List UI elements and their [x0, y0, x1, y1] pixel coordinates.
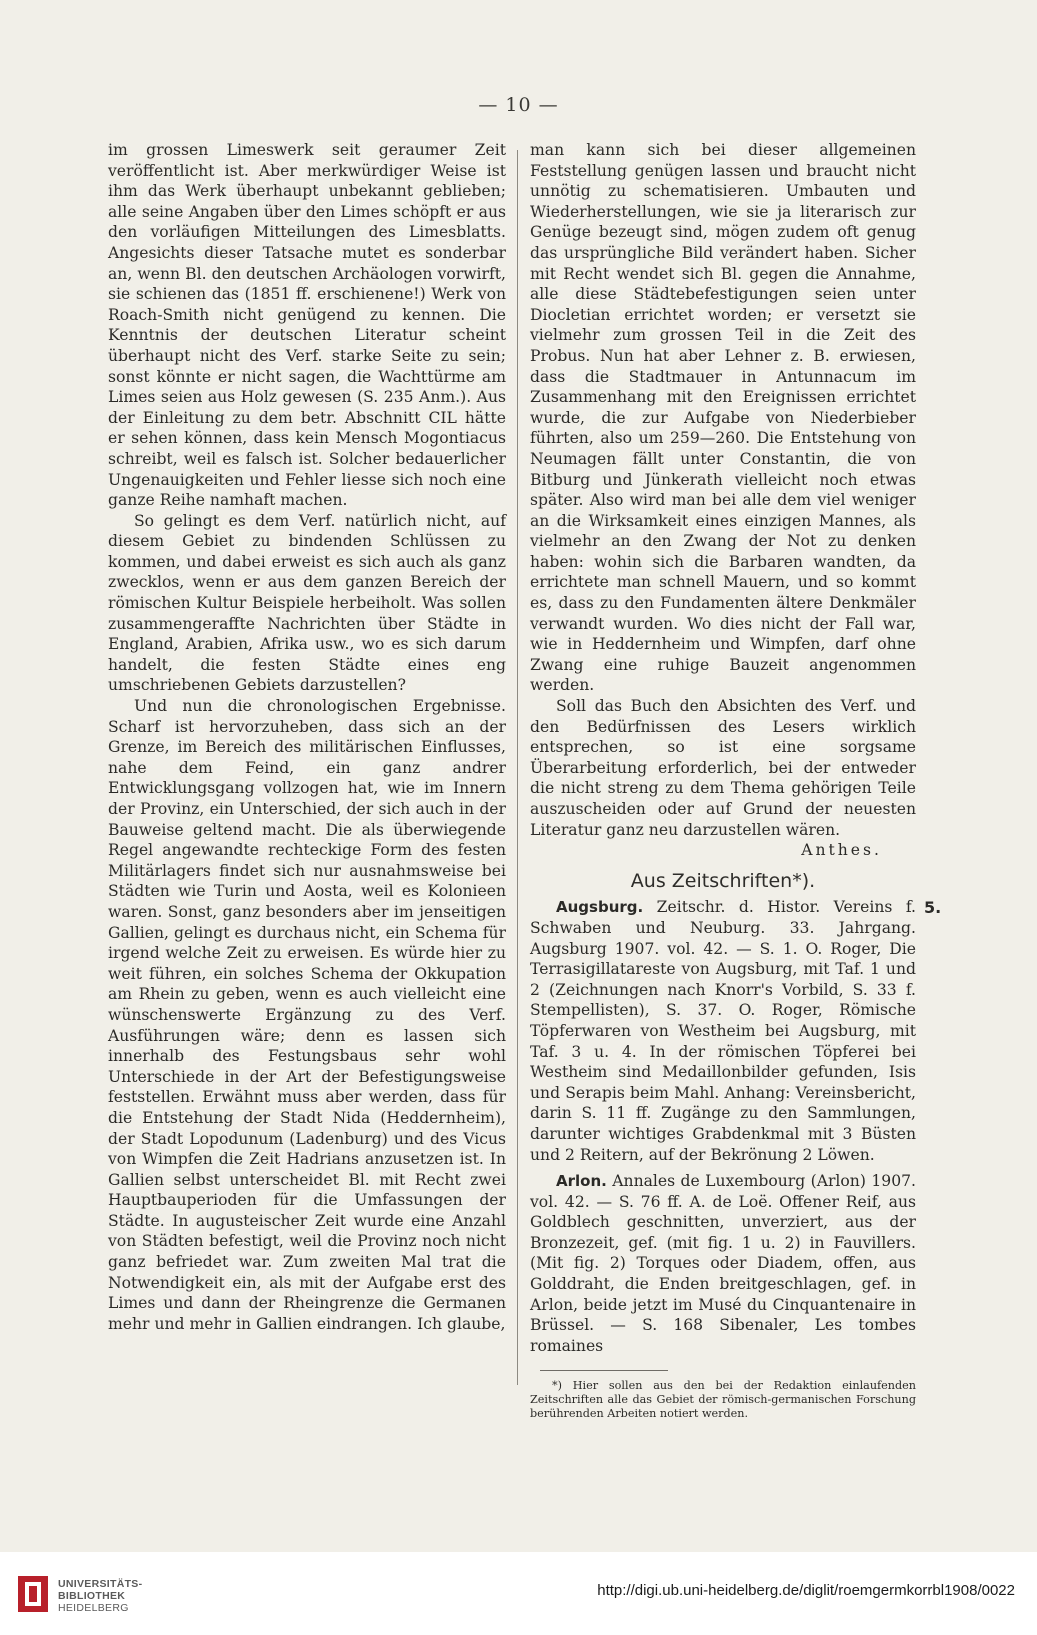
entry-text: Annales de Luxembourg (Arlon) 1907. vol. 42. — S. 76 ff. A. de Loë. Offener Reif, aus Goldblech geschnitten, unverziert, aus der Bronzezeit, gef. (mit fig. 1 u. 2) in Fauvillers. (Mit fig. 2) Torques oder Diadem, offen, aus Golddraht, die Enden breitgeschlagen, gef. in Arlon, beide jetzt im Musé du Cinquantenaire in Brüssel. — S. 168 Sibenaler, Les tombes romaines	[530, 1172, 916, 1355]
paragraph: Soll das Buch den Absichten des Verf. und den Bedürfnissen des Lesers wirklich entsprechen, so ist eine sorgsame Überarbeitung erforderlich, bei der entweder die nicht streng zu dem Thema gehörigen Teile auszuscheiden oder auf Grund der neuesten Literatur ganz neu darzustellen wären.	[530, 697, 916, 839]
author-signature: Anthes.	[801, 841, 882, 860]
section-heading: Aus Zeitschriften*).	[630, 869, 816, 892]
paragraph: im grossen Limeswerk seit geraumer Zeit veröffentlicht ist. Aber merkwürdiger Weise ist ihm das Werk überhaupt unbekannt geblieben; alle seine Angaben über den Limes schöpft er aus den vorläufigen Mitteilungen des Limesblatts. Angesichts dieser Tatsache mutet es sonderbar an, wenn Bl. den deutschen Archäologen vorwirft, sie schienen das (1851 ff. erschienene!) Werk von Roach-Smith nicht genügend zu kennen. Die Kenntnis der deutschen Literatur scheint überhaupt nicht des Verf. starke Seite zu sein; sonst könnte er nicht sagen, die Wachttürme am Limes seien aus Holz gewesen (S. 235 Anm.). Aus der Einleitung zu dem betr. Abschnitt CIL hätte er sehen können, dass kein Mensch Mogontiacus schreibt, weil es falsch ist. Solcher bedauerlicher Ungenauigkeiten und Fehler liesse sich noch eine ganze Reihe namhaft machen.	[108, 141, 506, 510]
entry-place: Arlon.	[556, 1172, 607, 1191]
paragraph: man kann sich bei dieser allgemeinen Feststellung genügen lassen und braucht nicht unnötig zu schematisieren. Umbauten und Wiederherstellungen, wie sie ja literarisch zur Genüge bezeugt sind, mögen zudem oft genug das ursprüngliche Bild verändert haben. Sicher mit Recht wendet sich Bl. gegen die Annahme, alle diese Städtebefestigungen seien unter Diocletian errichtet worden; er versetzt sie vielmehr zum grossen Teil in die Zeit des Probus. Nun hat aber Lehner z. B. erwiesen, dass die Stadtmauer in Antunnacum im Zusammenhang mit den Ereignissen errichtet wurde, die zur Aufgabe von Niederbieber führten, also um 259—260. Die Entstehung von Neumagen fällt unter Constantin, die von Bitburg und Jünkerath vielleicht noch etwas später. Also wird man bei alle dem viel weniger an die Wirksamkeit eines einzigen Mannes, als vielmehr an den Zwang der Not zu denken haben: wohin sich die Barbaren wandten, da errichtete man schnell Mauern, und so kommt es, dass zu den Fundamenten ältere Denkmäler verwandt wurden. Wo dies nicht der Fall war, wie in Heddernheim und Wimpfen, darf ohne Zwang eine ruhige Bauzeit angenommen werden.	[530, 141, 916, 695]
paragraph: So gelingt es dem Verf. natürlich nicht, auf diesem Gebiet zu bindenden Schlüssen zu kommen, und dabei erweist es sich auch als ganz zwecklos, wenn er aus dem ganzen Bereich der römischen Kultur Beispiele herbeiholt. Was sollen zusammengeraffte Nachrichten über Städte in England, Arabien, Afrika usw., wo es sich darum handelt, die festen Städte eines eng umschriebenen Gebiets darzustellen?	[108, 511, 506, 695]
library-name: UNIVERSITÄTS- BIBLIOTHEK HEIDELBERG	[58, 1578, 143, 1614]
entry-place: Augsburg.	[556, 898, 644, 917]
footnote-divider	[540, 1370, 668, 1371]
paragraph: Und nun die chronologischen Ergebnisse. Scharf ist hervorzuheben, dass sich an der Grenze, im Bereich des militärischen Einflusses, nahe dem Feind, ein ganz andrer Entwicklungsgang vollzogen hat, wie im Innern der Provinz, ein Unterschied, der sich auch in der Bauweise geltend macht. Die als überwiegende Regel angewandte rechteckige Form des festen Militärlagers findet sich nur ausnahmsweise bei Städten wie Turin und Aosta, weil es Kolonieen waren. Sonst, ganz besonders aber im jenseitigen Gallien, gelingt es durchaus nicht, ein Schema für irgend welche Zeit zu erweisen. Es würde hier zu weit führen, ein solches Schema der Okkupation am Rhein zu geben, wenn es auch vielleicht eine wünschenswerte Ergänzung zu des Verf. Ausführungen wäre; denn es lassen sich innerhalb des Festungsbaus sehr wohl Unterschiede in der Art der Befestigungsweise feststellen. Erwähnt muss aber werden, dass für die Entstehung der Stadt Nida (Heddernheim), der Stadt Lopodunum (Ladenburg) und des Vicus von Wimpfen die Zeit Hadrians anzusetzen ist. In Gallien selbst unterscheidet Bl. mit Recht zwei Hauptbauperioden für die Umfassungen der Städte. In augusteischer Zeit wurde eine Anzahl von Städten befestigt, weil die Provinz noch nicht ganz befriedet war. Zum zweiten Mal trat die Notwendigkeit ein, als mit der Aufgabe erst des Limes und dann der Rheingrenze die Germanen mehr und mehr in Gallien eindrangen. Ich glaube,	[108, 697, 506, 1333]
footnote: *) Hier sollen aus den bei der Redaktion einlaufenden Zeitschriften alle das Gebiet der römisch-germanischen Forschung berührenden Arbeiten notiert werden.	[530, 1379, 916, 1421]
page-number: — 10 —	[478, 94, 559, 116]
journal-entry	[530, 1171, 916, 1356]
right-column	[530, 140, 916, 1421]
library-logo-icon[interactable]	[16, 1574, 50, 1618]
entry-number: 5.	[924, 898, 942, 917]
column-divider	[517, 150, 518, 1385]
footer-bar	[0, 1552, 1037, 1635]
journal-entry	[530, 897, 916, 1165]
source-url-link[interactable]: http://digi.ub.uni-heidelberg.de/diglit/roemgermkorrbl1908/0022	[597, 1582, 1015, 1599]
entry-text: Zeitschr. d. Histor. Vereins f. Schwaben und Neuburg. 33. Jahrgang. Augsburg 1907. vol. 42. — S. 1. O. Roger, Die Terrasigillatareste von Augsburg, mit Taf. 1 und 2 (Zeichnungen nach Knorr's Vorbild, S. 33 f. Stempellisten), S. 37. O. Roger, Römische Töpferwaren von Westheim bei Augsburg, mit Taf. 3 u. 4. In der römischen Töpferei bei Westheim sind Medaillonbilder gefunden, Isis und Serapis beim Mahl. Anhang: Vereinsbericht, darin S. 11 ff. Zugänge zu den Sammlungen, darunter wichtiges Grabdenkmal mit 3 Büsten und 2 Reitern, auf der Bekrönung 2 Löwen.	[530, 898, 916, 1164]
left-column	[108, 140, 506, 1334]
